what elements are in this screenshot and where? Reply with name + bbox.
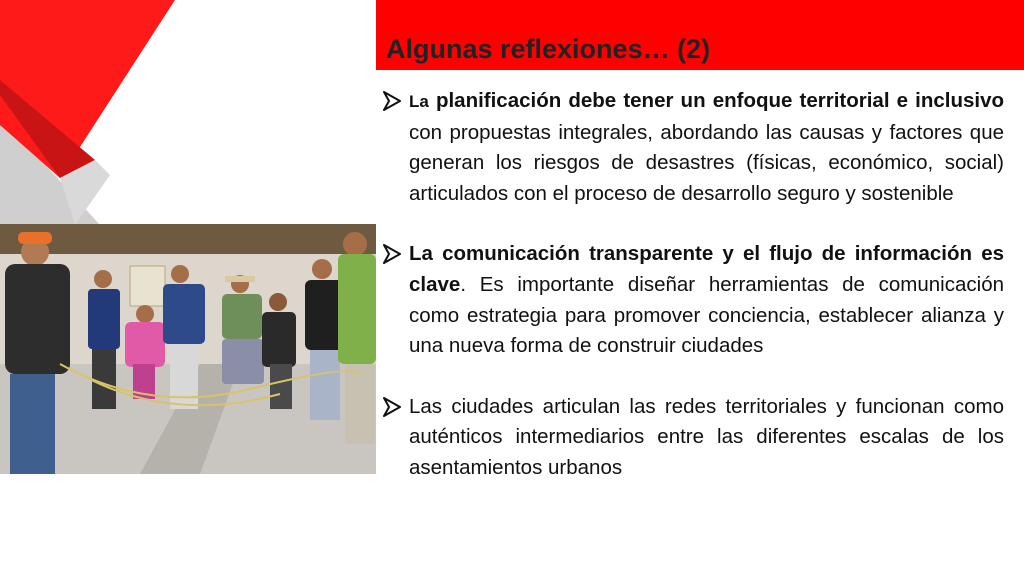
bullet-1-bold: planificación debe tener un enfoque territorial e inclusivo	[435, 89, 1004, 112]
bullet-1-prefix: La	[409, 92, 429, 111]
bullet-list	[382, 86, 1004, 514]
workshop-photo	[0, 224, 376, 474]
photo-community-workshop	[0, 224, 376, 474]
bullet-item-2	[382, 239, 1004, 361]
arrow-bullet-icon	[382, 91, 402, 111]
bullet-item-3	[382, 392, 1004, 484]
bullet-2-bold: La comunicación transparente y el flujo de información es clave	[409, 242, 1004, 296]
photo-poster	[130, 266, 165, 306]
bullet-3-text: Las ciudades articulan las redes territoriales y funcionan como auténticos intermediarios entre las diferentes escalas de los asentamientos urbanos	[409, 394, 1004, 479]
arrow-bullet-icon	[382, 397, 402, 417]
slide-title: Algunas reflexiones… (2)	[386, 34, 711, 64]
corner-decoration	[0, 0, 300, 240]
title-bar	[376, 0, 1024, 70]
bullet-item-1	[382, 86, 1004, 209]
arrow-bullet-icon	[382, 244, 402, 264]
bullet-1-text: con propuestas integrales, abordando las causas y factores que generan los riesgos de desastres (físicas, económico, social) articulados con el proceso de desarrollo seguro y sostenible	[409, 120, 1004, 205]
bullet-2-text: . Es importante diseñar herramientas de comunicación como estrategia para promover conciencia, establecer alianza y una nueva forma de construir ciudades	[409, 272, 1004, 358]
